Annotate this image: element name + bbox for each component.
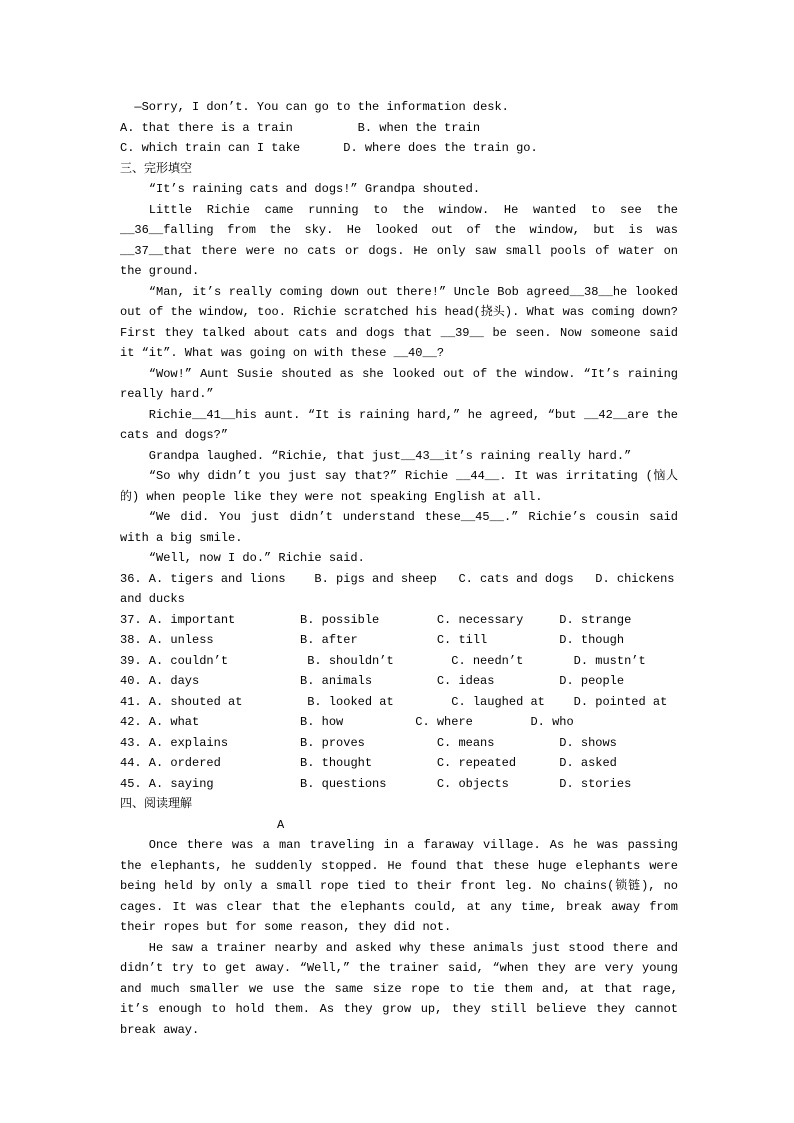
cloze-paragraph: “Well, now I do.” Richie said. bbox=[148, 551, 365, 565]
cloze-option-row-37: 37. A. important B. possible C. necessary D. strange bbox=[120, 612, 632, 627]
cloze-option-row-41: 41. A. shouted at B. looked at C. laughed at D. pointed at bbox=[120, 694, 668, 709]
cloze-option-row-36: 36. A. tigers and lions B. pigs and sheep C. cats and dogs D. chickens and ducks bbox=[120, 571, 682, 606]
dialog-reply-line: —Sorry, I don’t. You can go to the information desk. bbox=[120, 100, 509, 114]
cloze-paragraph: “We did. You just didn’t understand these__45__.” Richie’s cousin said with a big smile. bbox=[120, 510, 678, 545]
cloze-option-row-42: 42. A. what B. how C. where D. who bbox=[120, 715, 574, 729]
section-heading-reading: 四、阅读理解 bbox=[120, 797, 193, 811]
cloze-paragraph: Richie__41__his aunt. “It is raining hard,” he agreed, “but __42__are the cats and dogs?” bbox=[120, 407, 678, 442]
choices-line-cd: C. which train can I take D. where does the train go. bbox=[120, 141, 538, 155]
cloze-option-row-38: 38. A. unless B. after C. till D. though bbox=[120, 633, 625, 647]
cloze-paragraph: Little Richie came running to the window. He wanted to see the __36__falling from the sky. He looked out of the window, but is was __37__that there were no cats or dogs. He only saw small pools of water on the ground. bbox=[120, 202, 678, 278]
cloze-option-row-45: 45. A. saying B. questions C. objects D. stories bbox=[120, 776, 632, 791]
cloze-option-row-40: 40. A. days B. animals C. ideas D. people bbox=[120, 674, 625, 688]
cloze-option-row-43: 43. A. explains B. proves C. means D. shows bbox=[120, 735, 617, 750]
passage-label: A bbox=[277, 817, 285, 832]
cloze-option-row-44: 44. A. ordered B. thought C. repeated D. asked bbox=[120, 756, 617, 770]
cloze-option-row-39: 39. A. couldn’t B. shouldn’t C. needn’t D. mustn’t bbox=[120, 653, 646, 668]
cloze-paragraph: “So why didn’t you just say that?” Richie __44__. It was irritating (恼人的) when people like they were not speaking English at all. bbox=[120, 469, 678, 504]
cloze-paragraph: “It’s raining cats and dogs!” Grandpa shouted. bbox=[148, 182, 481, 196]
cloze-paragraph: Grandpa laughed. “Richie, that just__43__it’s raining really hard.” bbox=[148, 448, 632, 463]
section-heading-cloze: 三、完形填空 bbox=[120, 161, 193, 176]
document-content bbox=[120, 97, 682, 1040]
cloze-paragraph: “Man, it’s really coming down out there!” Uncle Bob agreed__38__he looked out of the window, too. Richie scratched his head(挠头). What was coming down? First they talked about cats and dogs that __39__ be seen. Now someone said it “it”. What was going on with these __40__? bbox=[120, 284, 678, 360]
reading-paragraph: Once there was a man traveling in a faraway village. As he was passing the elephants, he suddenly stopped. He found that these huge elephants were being held by only a small rope tied to their front leg. No chains(锁链), no cages. It was clear that the elephants could, at any time, break away from their ropes but for some reason, they did not. bbox=[120, 838, 678, 934]
choices-line-ab: A. that there is a train B. when the train bbox=[120, 120, 481, 135]
reading-paragraph: He saw a trainer nearby and asked why these animals just stood there and didn’t try to get away. “Well,” the trainer said, “when they are very young and much smaller we use the same size rope to tie them and, at that rage, it’s enough to hold them. As they grow up, they still believe they cannot break away. bbox=[120, 940, 678, 1037]
cloze-paragraph: “Wow!” Aunt Susie shouted as she looked out of the window. “It’s raining really hard.” bbox=[120, 366, 678, 401]
